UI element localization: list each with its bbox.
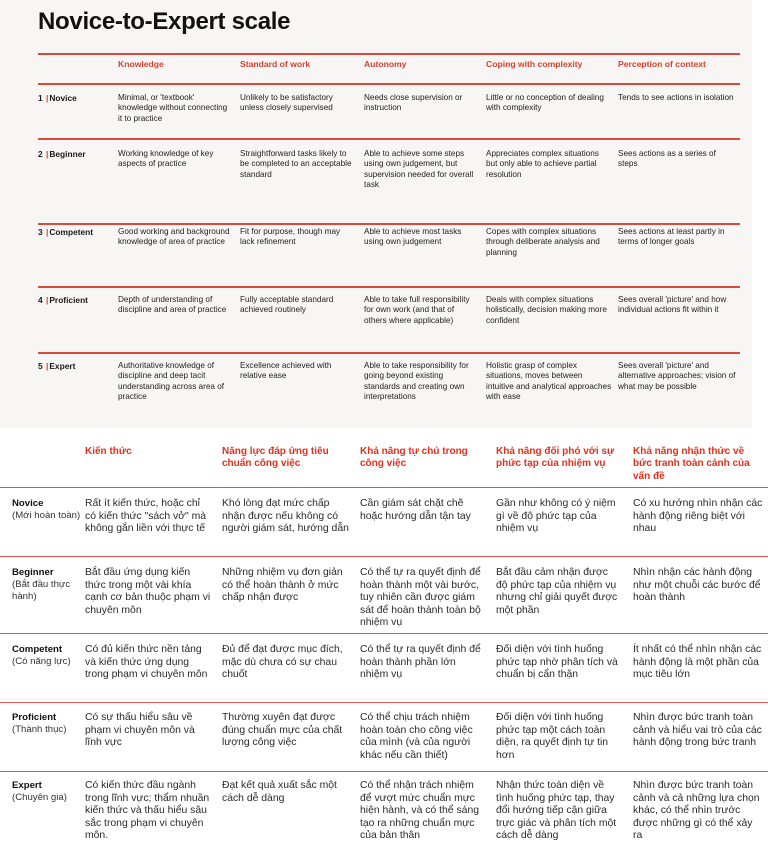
vi-rule-row3	[0, 702, 768, 703]
en-row-label-novice: 1 |Novice	[38, 93, 77, 103]
en-rule-header	[38, 83, 740, 85]
vi-rule-row1	[0, 556, 768, 557]
en-header-autonomy: Autonomy	[364, 59, 407, 69]
en-rule-top	[38, 53, 740, 55]
vi-cell-proficient-complexity: Đối diện với tình huống phức tạp một cách toàn diện, ra quyết định tự tin hơn	[496, 712, 609, 761]
en-cell-competent-standard: Fit for purpose, though may lack refinement	[240, 227, 341, 247]
en-cell-expert-complexity: Holistic grasp of complex situations, moves between intuitive and analytical approaches with ease	[486, 361, 612, 402]
en-rule-row4	[38, 352, 740, 354]
en-cell-proficient-autonomy: Able to take full responsibility for own work (and that of others where applicable)	[364, 295, 470, 325]
vi-cell-novice-standard: Khó lòng đạt mức chấp nhận được nếu không có người giám sát, hướng dẫn	[222, 498, 349, 535]
en-cell-competent-knowledge: Good working and background knowledge of area of practice	[118, 227, 230, 247]
en-header-perception-context: Perception of context	[618, 59, 706, 69]
vi-cell-competent-complexity: Đối diện với tình huống phức tạp nhờ phân tích và chuẩn bị cẩn thận	[496, 644, 618, 681]
vi-cell-competent-autonomy: Có thể tự ra quyết định để hoàn thành phần lớn nhiệm vụ	[360, 644, 481, 681]
en-cell-beginner-standard: Straightforward tasks likely to be completed to an acceptable standard	[240, 149, 352, 179]
vi-header-knowledge: Kiến thức	[85, 446, 132, 457]
en-cell-expert-standard: Excellence achieved with relative ease	[240, 361, 332, 381]
vi-row-label-proficient: Proficient (Thành thục)	[12, 712, 67, 735]
en-cell-proficient-complexity: Deals with complex situations holistically, decision making more confident	[486, 295, 607, 325]
en-row-label-proficient: 4 |Proficient	[38, 295, 88, 305]
english-scale-table	[0, 0, 752, 428]
en-cell-beginner-context: Sees actions as a series of steps	[618, 149, 716, 169]
en-cell-competent-autonomy: Able to achieve most tasks using own judgement	[364, 227, 462, 247]
vi-cell-beginner-context: Nhìn nhận các hành động như một chuỗi các bước để hoàn thành	[633, 567, 761, 604]
vi-header-autonomy: Khả năng tự chủ trong công việc	[360, 446, 468, 470]
en-cell-novice-complexity: Little or no conception of dealing with complexity	[486, 93, 604, 113]
vi-cell-proficient-context: Nhìn được bức tranh toàn cảnh và hiểu vai trò của các hành động trong bức tranh	[633, 712, 762, 749]
en-rule-row2	[38, 223, 740, 225]
vi-cell-expert-complexity: Nhận thức toàn diện về tình huống phức tạp, thay đổi hướng tiếp cận giữa trực giác và phân tích một cách dễ dàng	[496, 780, 617, 842]
en-cell-competent-context: Sees actions at least partly in terms of longer goals	[618, 227, 725, 247]
en-header-standard-of-work: Standard of work	[240, 59, 311, 69]
en-cell-proficient-knowledge: Depth of understanding of discipline and area of practice	[118, 295, 227, 315]
vi-cell-novice-knowledge: Rất ít kiến thức, hoặc chỉ có kiến thức "sách vở" mà không gắn liền với thực tế	[85, 498, 207, 535]
vi-row-label-expert: Expert (Chuyên gia)	[12, 780, 67, 803]
vi-header-context: Khả năng nhận thức về bức tranh toàn cảnh của vấn đề	[633, 446, 750, 482]
vi-rule-header	[0, 487, 768, 488]
vi-row-label-competent: Competent (Có năng lực)	[12, 644, 71, 667]
en-cell-expert-autonomy: Able to take responsibility for going beyond existing standards and creating own interpretations	[364, 361, 469, 402]
en-cell-beginner-knowledge: Working knowledge of key aspects of practice	[118, 149, 214, 169]
vi-rule-row2	[0, 633, 768, 634]
en-row-label-competent: 3 |Competent	[38, 227, 94, 237]
en-header-knowledge: Knowledge	[118, 59, 164, 69]
vi-cell-expert-autonomy: Có thể nhận trách nhiệm để vượt mức chuẩn mực hiện hành, và có thể sáng tạo ra những chuẩn mực của bản thân	[360, 780, 480, 842]
vi-cell-expert-context: Nhìn được bức tranh toàn cảnh và cả những lựa chọn khác, có thể nhìn trước được những gì có thể xảy ra	[633, 780, 760, 842]
en-cell-beginner-autonomy: Able to achieve some steps using own judgement, but supervision needed for overall task	[364, 149, 474, 190]
en-row-label-expert: 5 |Expert	[38, 361, 76, 371]
vi-cell-proficient-standard: Thường xuyên đạt được đúng chuẩn mực của chất lượng công việc	[222, 712, 343, 749]
vietnamese-scale-table	[0, 428, 768, 866]
en-header-coping-complexity: Coping with complexity	[486, 59, 583, 69]
en-cell-novice-autonomy: Needs close supervision or instruction	[364, 93, 463, 113]
vi-cell-novice-complexity: Gần như không có ý niệm gì về độ phức tạp của nhiệm vụ	[496, 498, 616, 535]
vi-cell-proficient-knowledge: Có sự thấu hiểu sâu về phạm vi chuyên môn và lĩnh vực	[85, 712, 195, 749]
vi-cell-competent-standard: Đủ để đạt được mục đích, mặc dù chưa có sự chau chuốt	[222, 644, 343, 681]
vi-cell-expert-knowledge: Có kiến thức đầu ngành trong lĩnh vực; thẩm nhuần kiến thức và thấu hiểu sâu sắc trong phạm vi chuyên môn.	[85, 780, 210, 842]
en-cell-novice-context: Tends to see actions in isolation	[618, 93, 734, 102]
vi-cell-beginner-autonomy: Có thể tự ra quyết định để hoàn thành một vài bước, tuy nhiên cần được giám sát để hoàn thành toàn bộ nhiệm vụ	[360, 567, 481, 629]
en-cell-proficient-context: Sees overall 'picture' and how individual actions fit within it	[618, 295, 727, 315]
vi-cell-competent-context: Ít nhất có thể nhìn nhận các hành động là một phần của mục tiêu lớn	[633, 644, 762, 681]
page-title: Novice-to-Expert scale	[38, 8, 291, 35]
en-rule-row3	[38, 286, 740, 288]
en-cell-novice-standard: Unlikely to be satisfactory unless closely supervised	[240, 93, 333, 113]
en-rule-row1	[38, 138, 740, 140]
en-cell-novice-knowledge: Minimal, or 'textbook' knowledge without connecting it to practice	[118, 93, 228, 123]
vi-cell-competent-knowledge: Có đủ kiến thức nền tảng và kiến thức ứng dụng trong phạm vi chuyên môn	[85, 644, 208, 681]
en-cell-beginner-complexity: Appreciates complex situations but only able to achieve partial resolution	[486, 149, 599, 179]
vi-cell-expert-standard: Đạt kết quả xuất sắc một cách dễ dàng	[222, 780, 337, 804]
vi-row-label-beginner: Beginner (Bắt đầu thực hành)	[12, 567, 71, 602]
vi-cell-proficient-autonomy: Có thể chịu trách nhiệm hoàn toàn cho công việc của mình (và của người khác nếu cần thiết)	[360, 712, 473, 761]
vi-header-standard: Năng lực đáp ứng tiêu chuẩn công việc	[222, 446, 329, 470]
vi-header-complexity: Khả năng đối phó với sự phức tạp của nhiệm vụ	[496, 446, 615, 470]
vi-cell-novice-autonomy: Cần giám sát chặt chẽ hoặc hướng dẫn tận tay	[360, 498, 471, 522]
en-cell-competent-complexity: Copes with complex situations through deliberate analysis and planning	[486, 227, 600, 257]
en-cell-expert-context: Sees overall 'picture' and alternative approaches; vision of what may be possible	[618, 361, 736, 391]
vi-cell-beginner-knowledge: Bắt đầu ứng dụng kiến thức trong một vài khía cạnh cơ bản thuộc phạm vi chuyên môn	[85, 567, 211, 616]
vi-rule-row4	[0, 771, 768, 772]
vi-cell-beginner-complexity: Bắt đầu cảm nhận được độ phức tạp của nhiệm vụ nhưng chỉ giải quyết được một phần	[496, 567, 618, 616]
en-cell-proficient-standard: Fully acceptable standard achieved routinely	[240, 295, 334, 315]
vi-cell-beginner-standard: Những nhiệm vụ đơn giản có thể hoàn thành ở mức chấp nhận được	[222, 567, 343, 604]
vi-cell-novice-context: Có xu hướng nhìn nhận các hành động riêng biệt với nhau	[633, 498, 763, 535]
en-row-label-beginner: 2 |Beginner	[38, 149, 86, 159]
en-cell-expert-knowledge: Authoritative knowledge of discipline and deep tacit understanding across area of practice	[118, 361, 225, 402]
vi-row-label-novice: Novice (Mới hoàn toàn)	[12, 498, 81, 521]
